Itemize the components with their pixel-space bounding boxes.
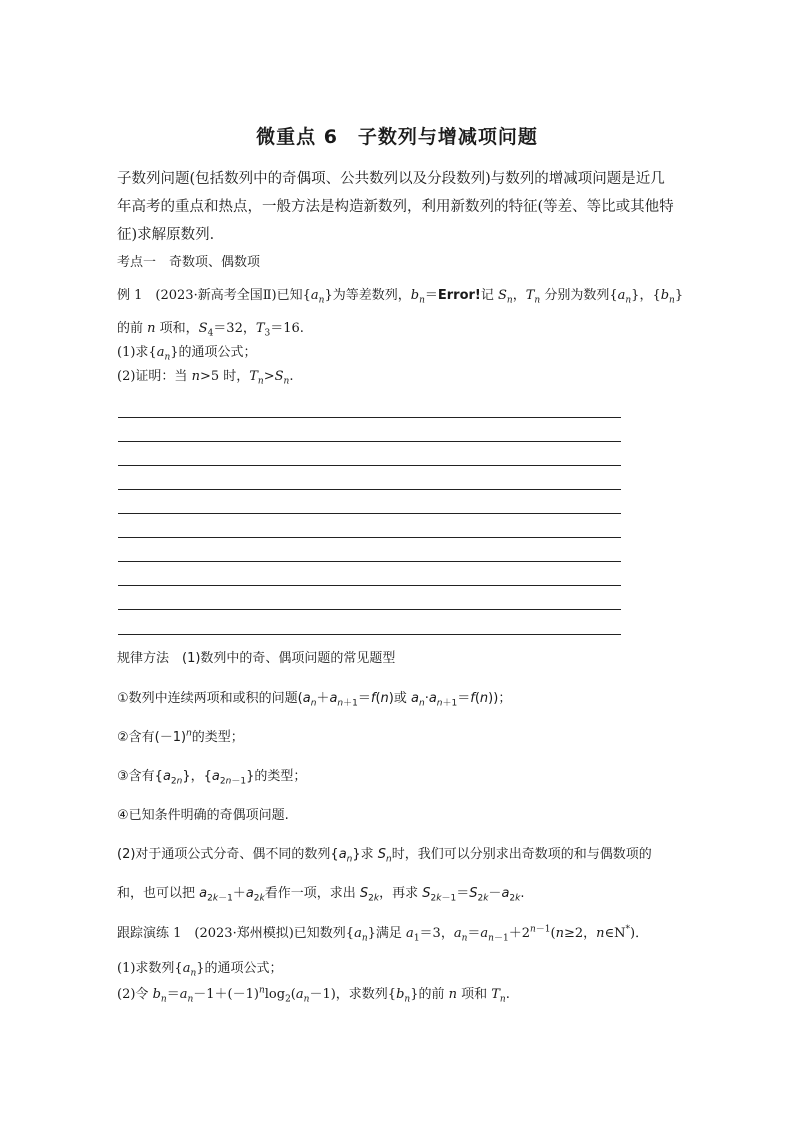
example-1-q2: (2)证明：当 n>5 时，$T_n>S_n$. [117,369,294,387]
intro-paragraph: 子数列问题(包括数列中的奇偶项、公共数列以及分段数列)与数列的增减项问题是近几年高考的重点和热点，一般方法是构造新数列，利用新数列的特征(等差、等比或其他特征)求解原数列． [117,171,674,243]
example-1-q1: (1)求$\{a_n\}$的通项公式； [117,345,257,363]
page-title: 微重点 6 子数列与增减项问题 [256,126,538,148]
method-heading: 规律方法 (1)数列中的奇、偶项问题的常见题型 [117,651,396,666]
answer-line [118,513,621,514]
method-item-3: ③含有$\{a_{2n}\}$，$\{a_{2n-1}\}$的类型； [117,769,307,787]
answer-line [118,609,621,610]
answer-line [118,561,621,562]
method-item-5-cont: 和，也可以把 $a_{2k-1}+a_{2k}$看作一项，求出 $S_{2k}$，再求 $S_{2k-1}=S_{2k}-a_{2k}$. [117,886,525,904]
practice-label: 跟踪演练 1 [117,926,182,941]
answer-line [118,417,621,418]
answer-line [118,441,621,442]
method-item-5: (2)对于通项公式分奇、偶不同的数列$\{a_n\}$求 $S_n$时，我们可以分别求出奇数项的和与偶数项的 [117,847,652,865]
answer-line [118,489,621,490]
example-label: 例 1 [117,288,143,303]
practice-q2: (2)令 $b_n=a_n-1+(-1)^n\log_2(a_n-1)$，求数列$\{b_n\}$的前 n 项和 $T_n$. [117,985,510,1005]
error-text: Error! [437,288,481,303]
section-heading: 考点一 奇数项、偶数项 [117,255,261,270]
answer-line [118,465,621,466]
answer-line [118,537,621,538]
practice-q1: (1)求数列$\{a_n\}$的通项公式； [117,961,283,979]
method-item-1: ①数列中连续两项和或积的问题($a_n+a_{n+1}=f(n)$或 $a_n\cdot a_{n+1}=f(n)$)； [117,691,512,709]
method-item-2: ②含有$(-1)^n$的类型； [117,728,244,745]
example-source: (2023·新高考全国Ⅱ) [155,288,277,303]
method-item-4: ④已知条件明确的奇偶项问题. [117,808,289,823]
practice-statement: 跟踪演练 1 (2023·郑州模拟)已知数列$\{a_n\}$满足 $a_1=3$，$a_n=a_{n-1}+2^{n-1}(n\ge 2$，n∈N*)． [117,924,649,944]
practice-source: (2023·郑州模拟) [194,926,294,941]
example-1-statement-cont: 的前 n 项和，$S_4=32$，$T_3=16$. [117,321,304,339]
answer-line [118,585,621,586]
example-1-statement: 例 1 (2023·新高考全国Ⅱ)已知$\{a_n\}$为等差数列，$b_n=Error$!记 $S_n$，$T_n$ 分别为数列$\{a_n\}$，$\{b_n\}$ [117,288,684,306]
answer-line [118,634,621,635]
